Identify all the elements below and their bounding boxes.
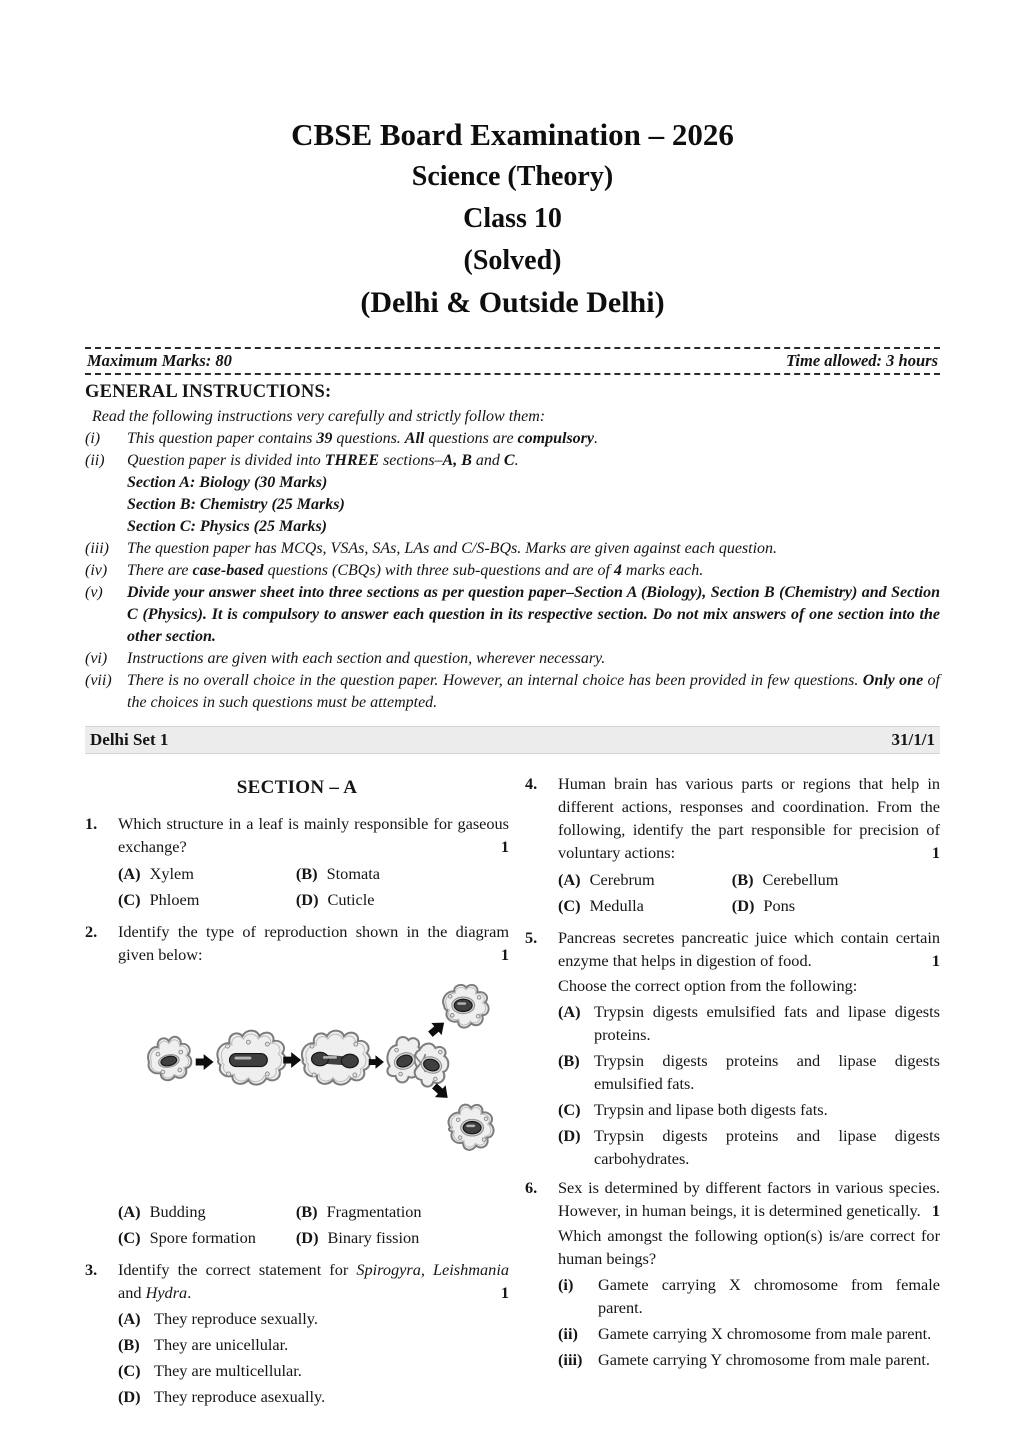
question-3 <box>85 1258 509 1408</box>
question-number: 6. <box>525 1178 538 1197</box>
instruction-text: Divide your answer sheet into three sections as per question paper–Section A (Biology), Section B (Chemistry) and Section C (Physics). It is compulsory to answer each question in its respective section. Do not mix answers of one section into the other section. <box>127 584 940 645</box>
left-column <box>85 772 509 1414</box>
binary-fission-diagram <box>144 982 509 1160</box>
instruction-item <box>85 582 940 648</box>
instruction-item <box>85 428 940 450</box>
instruction-section-line <box>85 494 940 516</box>
option-text: Cuticle <box>327 890 375 909</box>
general-instructions <box>85 382 940 714</box>
amoeba-stage-4 <box>387 1037 448 1087</box>
exam-region-line: (Delhi & Outside Delhi) <box>360 286 665 319</box>
question-text-content: Pancreas secretes pancreatic juice which contain certain enzyme that helps in digestion of food. <box>558 928 940 970</box>
paper-code: 31/1/1 <box>891 730 935 749</box>
option-d <box>296 1226 509 1249</box>
question-text <box>118 920 509 966</box>
maximum-marks-label: Maximum Marks: 80 <box>87 351 232 370</box>
instruction-number <box>85 516 127 538</box>
instruction-section-line <box>85 472 940 494</box>
instruction-number: (v) <box>85 584 103 601</box>
option-label: (D) <box>295 1228 319 1247</box>
statement-text: Gamete carrying X chromosome from male parent. <box>598 1324 932 1343</box>
instruction-text: There is no overall choice in the question paper. However, an internal choice has been provided in few questions. Only one of the choices in such questions must be attempted. <box>127 672 941 711</box>
question-subtext: Choose the correct option from the following: <box>558 976 858 995</box>
instruction-text: Section B: Chemistry (25 Marks) <box>127 496 345 513</box>
question-text-content: Sex is determined by different factors in various species. However, in human beings, it is determined genetically. <box>558 1178 940 1220</box>
option-text: Spore formation <box>149 1228 256 1247</box>
exam-subject-line: Science (Theory) <box>411 161 614 192</box>
statement-i <box>558 1273 940 1319</box>
option-text: Trypsin and lipase both digests fats. <box>594 1100 828 1119</box>
instruction-text: There are case-based questions (CBQs) with three sub-questions and are of 4 marks each. <box>127 562 704 579</box>
question-number: 1. <box>85 814 98 833</box>
option-text: Stomata <box>326 864 380 883</box>
option-text: Cerebrum <box>589 870 655 889</box>
question-5 <box>525 926 940 1170</box>
question-text <box>558 926 940 972</box>
option-text: Fragmentation <box>326 1202 422 1221</box>
option-a <box>118 862 296 885</box>
question-number: 4. <box>525 774 538 793</box>
option-text: Trypsin digests proteins and lipase digests emulsified fats. <box>594 1051 940 1093</box>
option-d <box>558 1124 940 1170</box>
option-text: Trypsin digests proteins and lipase digests carbohydrates. <box>594 1126 940 1168</box>
marks-value: 1 <box>931 1201 940 1220</box>
instruction-number: (vii) <box>85 672 112 689</box>
option-b <box>558 1049 940 1095</box>
options-grid <box>118 1200 509 1249</box>
set-info-bar <box>85 726 940 754</box>
arrow-icon <box>283 1052 301 1068</box>
option-label: (D) <box>731 896 755 915</box>
option-text: Medulla <box>589 896 644 915</box>
statement-text: Gamete carrying Y chromosome from male parent. <box>598 1350 930 1369</box>
option-label: (C) <box>118 890 141 909</box>
marks-value: 1 <box>500 837 509 856</box>
instruction-text: Section A: Biology (30 Marks) <box>127 474 328 491</box>
option-c <box>118 1226 296 1249</box>
right-column <box>525 772 940 1414</box>
option-c <box>118 1359 509 1382</box>
arrow-icon <box>425 1017 449 1041</box>
option-text: They are multicellular. <box>154 1361 302 1380</box>
option-a <box>558 868 732 891</box>
marks-value: 1 <box>500 945 509 964</box>
option-b <box>118 1333 509 1356</box>
exam-title-block <box>85 114 940 324</box>
instruction-number: (iii) <box>85 540 109 557</box>
question-body <box>558 1176 940 1371</box>
question-4 <box>525 772 940 920</box>
exam-title-line: CBSE Board Examination – 2026 <box>291 117 734 152</box>
question-number: 5. <box>525 928 538 947</box>
question-text-content: Identify the correct statement for Spirogyra, Leishmania and Hydra. <box>118 1260 509 1302</box>
marks-value: 1 <box>500 1283 509 1302</box>
question-6 <box>525 1176 940 1371</box>
option-label: (D) <box>118 1387 141 1406</box>
option-label: (A) <box>558 1002 581 1021</box>
option-label: (C) <box>558 1100 581 1119</box>
option-d <box>118 1385 509 1408</box>
arrow-icon <box>196 1054 214 1070</box>
option-label: (D) <box>558 1126 581 1145</box>
option-b <box>296 1200 509 1223</box>
options-grid <box>558 868 940 917</box>
question-columns <box>85 772 940 1414</box>
question-text <box>558 772 940 864</box>
statement-label: (iii) <box>558 1350 583 1369</box>
instruction-text: The question paper has MCQs, VSAs, SAs, LAs and C/S-BQs. Marks are given against each question. <box>127 540 778 557</box>
option-label: (A) <box>118 1309 141 1328</box>
option-c <box>558 894 732 917</box>
statement-label: (ii) <box>558 1324 578 1343</box>
option-label: (C) <box>558 896 581 915</box>
question-number: 3. <box>85 1260 98 1279</box>
option-label: (A) <box>558 870 581 889</box>
option-text: Phloem <box>149 890 200 909</box>
option-d <box>732 894 940 917</box>
option-text: Binary fission <box>327 1228 420 1247</box>
option-label: (B) <box>558 1051 580 1070</box>
question-body <box>558 926 940 1170</box>
statement-label: (i) <box>558 1275 574 1294</box>
option-b <box>732 868 940 891</box>
amoeba-stage-3 <box>302 1031 370 1085</box>
option-text: Xylem <box>149 864 194 883</box>
amoeba-daughter-bottom <box>449 1105 494 1150</box>
option-label: (C) <box>118 1228 141 1247</box>
option-label: (A) <box>118 1202 141 1221</box>
instruction-text: Instructions are given with each section and question, wherever necessary. <box>127 650 606 667</box>
option-d <box>296 888 509 911</box>
marks-value: 1 <box>931 951 940 970</box>
option-a <box>118 1307 509 1330</box>
section-a-heading: SECTION – A <box>236 777 358 798</box>
set-name: Delhi Set 1 <box>90 730 169 749</box>
option-a <box>558 1000 940 1046</box>
instruction-number: (i) <box>85 430 101 447</box>
option-label: (B) <box>731 870 754 889</box>
page-content <box>85 0 940 1414</box>
question-body <box>558 772 940 920</box>
arrow-icon <box>369 1055 384 1069</box>
question-body <box>118 812 509 914</box>
instruction-item <box>85 560 940 582</box>
option-text: Budding <box>149 1202 206 1221</box>
option-b <box>296 862 509 885</box>
option-c <box>558 1098 940 1121</box>
option-label: (D) <box>295 890 319 909</box>
instruction-number: (iv) <box>85 562 108 579</box>
question-subtext: Which amongst the following option(s) is/are correct for human beings? <box>558 1226 940 1268</box>
option-a <box>118 1200 296 1223</box>
option-label: (B) <box>295 1202 318 1221</box>
options-grid <box>118 862 509 911</box>
option-text: They are unicellular. <box>154 1335 289 1354</box>
amoeba-daughter-top <box>443 985 488 1028</box>
question-1 <box>85 812 509 914</box>
question-text <box>118 812 509 858</box>
instruction-text: Section C: Physics (25 Marks) <box>127 518 327 535</box>
option-text: They reproduce asexually. <box>154 1387 326 1406</box>
instruction-text: This question paper contains 39 questions. All questions are compulsory. <box>127 430 598 447</box>
option-c <box>118 888 296 911</box>
statement-text: Gamete carrying X chromosome from female parent. <box>598 1275 940 1317</box>
option-text: Cerebellum <box>762 870 839 889</box>
question-number: 2. <box>85 922 98 941</box>
option-label: (C) <box>118 1361 141 1380</box>
amoeba-stage-1 <box>148 1037 191 1080</box>
question-text-content: Which structure in a leaf is mainly responsible for gaseous exchange? <box>118 814 509 856</box>
exam-solved-line: (Solved) <box>463 245 562 276</box>
statement-iii <box>558 1348 940 1371</box>
instruction-number: (ii) <box>85 452 105 469</box>
instructions-intro: Read the following instructions very carefully and strictly follow them: <box>92 408 546 425</box>
instruction-number <box>85 494 127 516</box>
option-label: (B) <box>118 1335 140 1354</box>
option-label: (A) <box>118 864 141 883</box>
instruction-section-line <box>85 516 940 538</box>
instruction-number: (vi) <box>85 650 108 667</box>
option-text: Pons <box>763 896 796 915</box>
option-text: Trypsin digests emulsified fats and lipase digests proteins. <box>594 1002 940 1044</box>
instruction-item <box>85 648 940 670</box>
statement-ii <box>558 1322 940 1345</box>
marks-value: 1 <box>931 843 940 862</box>
general-instructions-heading: GENERAL INSTRUCTIONS: <box>85 382 332 402</box>
question-2 <box>85 920 509 1252</box>
question-text <box>118 1258 509 1304</box>
instruction-item <box>85 538 940 560</box>
amoeba-stage-2 <box>217 1031 285 1085</box>
instruction-item <box>85 670 940 714</box>
question-text <box>558 1176 940 1222</box>
question-text-content: Human brain has various parts or regions that help in different actions, responses and coordination. From the following, identify the part responsible for precision of voluntary actions: <box>558 774 940 862</box>
option-text: They reproduce sexually. <box>154 1309 318 1328</box>
marks-time-bar <box>85 347 940 375</box>
question-text-content: Identify the type of reproduction shown in the diagram given below: <box>118 922 509 964</box>
option-label: (B) <box>295 864 318 883</box>
exam-class-line: Class 10 <box>463 203 562 234</box>
question-body <box>118 1258 509 1408</box>
time-allowed-label: Time allowed: 3 hours <box>785 351 938 370</box>
instruction-text: Question paper is divided into THREE sections–A, B and C. <box>127 452 519 469</box>
instruction-number <box>85 472 127 494</box>
question-body <box>118 920 509 1252</box>
instruction-item <box>85 450 940 472</box>
